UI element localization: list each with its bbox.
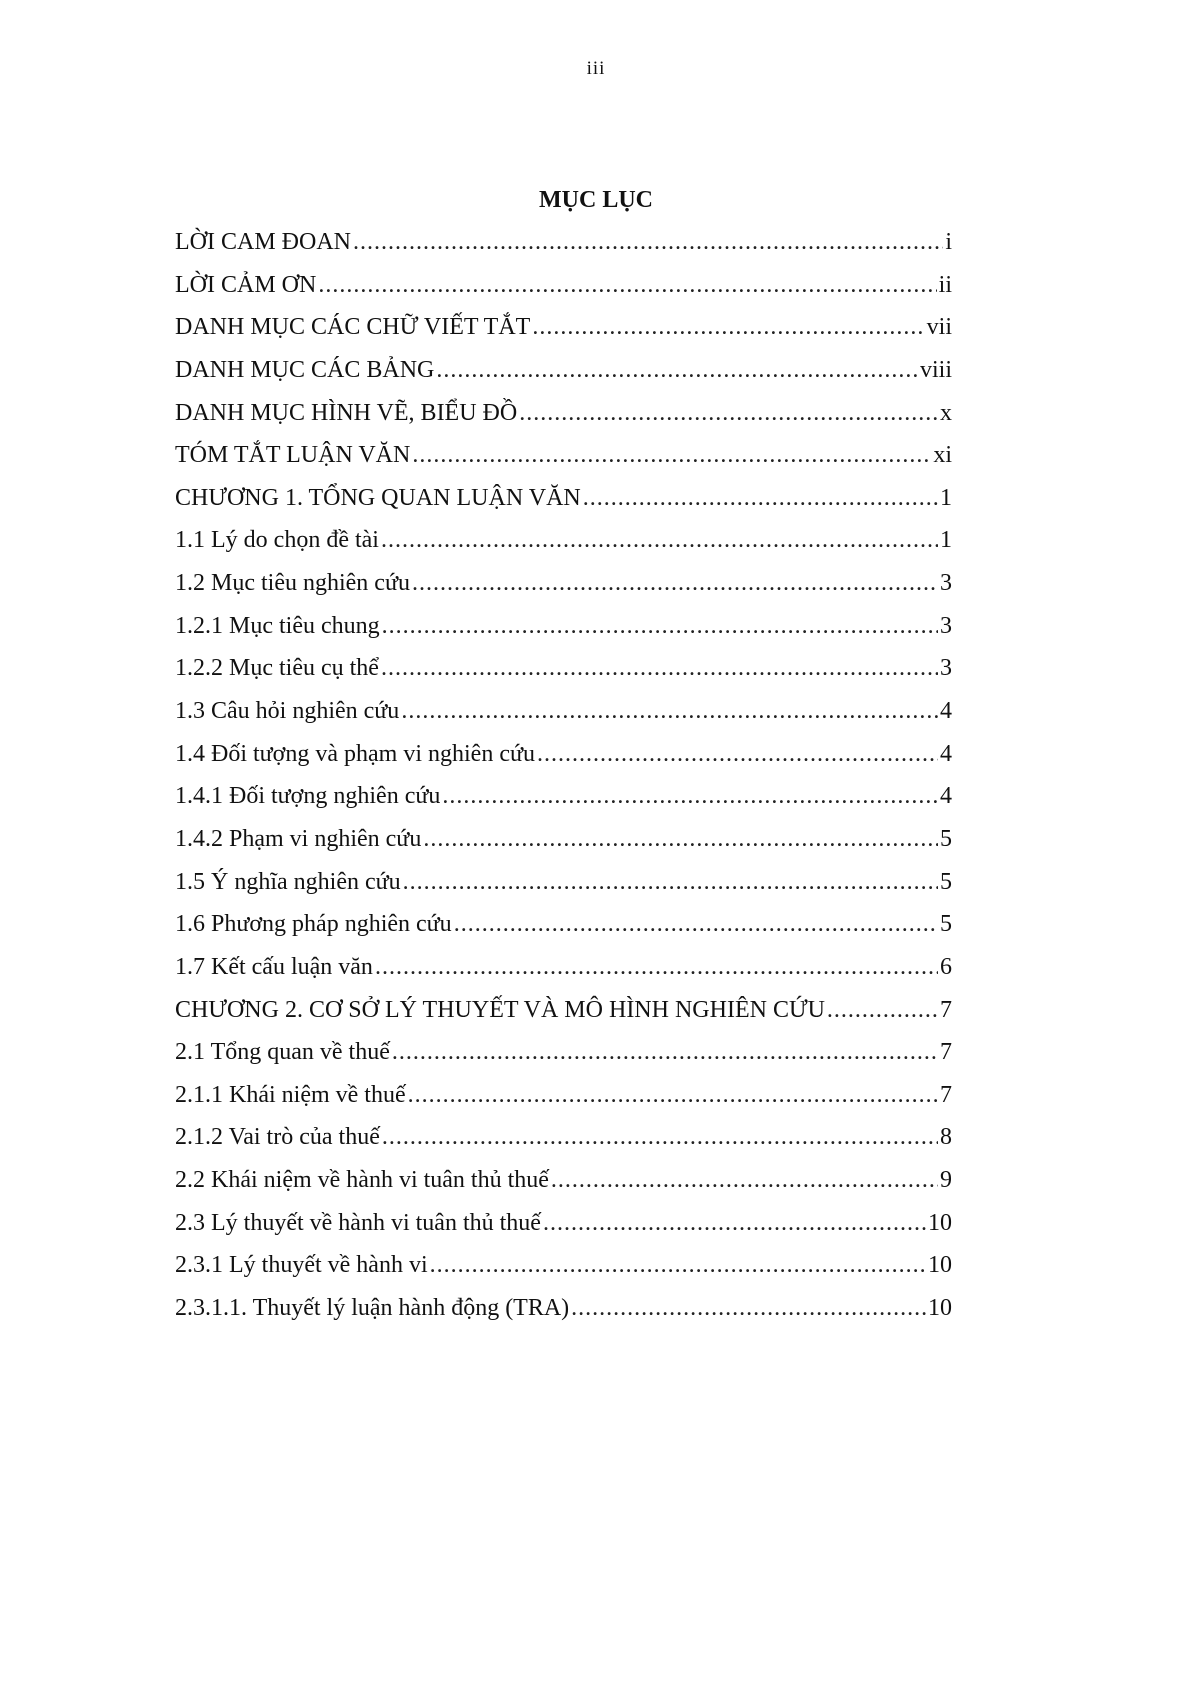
toc-entry (175, 567, 952, 610)
toc-leader-dots (318, 269, 936, 301)
toc-entry-page: 8 (940, 1124, 952, 1151)
toc-entry-page: 9 (940, 1167, 952, 1194)
toc-entry-page: 7 (940, 996, 952, 1023)
toc-entry-label: 2.1.1 Khái niệm về thuế (175, 1081, 406, 1108)
toc-entry (175, 652, 952, 695)
toc-entry-label: 1.1 Lý do chọn đề tài (175, 527, 379, 554)
toc-leader-dots (375, 951, 938, 983)
toc-entry-label: 2.3 Lý thuyết về hành vi tuân thủ thuế (175, 1209, 541, 1236)
toc-entry (175, 1079, 952, 1122)
toc-entry-label: LỜI CAM ĐOAN (175, 229, 351, 255)
toc-entry-page: vii (926, 314, 952, 341)
toc-entry-label: 2.1.2 Vai trò của thuế (175, 1124, 380, 1151)
toc-leader-dots (353, 226, 943, 258)
toc-entry (175, 1036, 952, 1079)
toc-entry-label: 1.6 Phương pháp nghiên cứu (175, 911, 452, 938)
toc-entry-label: DANH MỤC HÌNH VẼ, BIỂU ĐỒ (175, 399, 518, 426)
toc-entry (175, 354, 952, 397)
toc-entry-page: 1 (940, 484, 952, 511)
toc-entry-label: DANH MỤC CÁC CHỮ VIẾT TẮT (175, 314, 531, 341)
toc-entry (175, 908, 952, 951)
toc-leader-dots (408, 1079, 938, 1111)
toc-leader-dots (382, 1121, 938, 1153)
toc-entry-label: 1.2.2 Mục tiêu cụ thể (175, 655, 379, 682)
toc-entry-page: 5 (940, 868, 952, 895)
toc-entry-label: 2.3.1.1. Thuyết lý luận hành động (TRA) (175, 1295, 570, 1322)
toc-entry-label: 1.7 Kết cấu luận văn (175, 953, 373, 980)
toc-entry-label: 1.2.1 Mục tiêu chung (175, 612, 380, 639)
toc-entry-label: CHƯƠNG 2. CƠ SỞ LÝ THUYẾT VÀ MÔ HÌNH NGHIÊN CỨU (175, 996, 825, 1023)
toc-leader-dots (430, 1249, 926, 1281)
toc-entry (175, 866, 952, 909)
toc-leader-dots (551, 1164, 938, 1196)
toc-leader-dots (537, 738, 938, 770)
toc-entry (175, 439, 952, 482)
page-number: iii (586, 58, 606, 79)
toc-entry (175, 695, 952, 738)
toc-entry-label: 1.4.2 Phạm vi nghiên cứu (175, 825, 422, 852)
toc-leader-dots (583, 482, 938, 514)
toc-entry-page: 10 (928, 1252, 952, 1279)
toc-entry (175, 269, 952, 312)
toc-entry-label: TÓM TẮT LUẬN VĂN (175, 442, 411, 469)
toc-entry (175, 738, 952, 781)
toc-leader-dots (412, 567, 938, 599)
toc-entry (175, 1164, 952, 1207)
toc-entry-label: 1.2 Mục tiêu nghiên cứu (175, 570, 410, 597)
toc-leader-dots (442, 780, 938, 812)
toc-leader-dots (423, 823, 938, 855)
toc-leader-dots (827, 994, 938, 1026)
toc-entry-page: 3 (940, 570, 952, 597)
toc-entry-label: 1.3 Câu hỏi nghiên cứu (175, 698, 400, 725)
toc-entry-page: 3 (940, 655, 952, 682)
toc-entry-label: 1.4 Đối tượng và phạm vi nghiên cứu (175, 740, 535, 767)
toc-entry-page: ii (938, 271, 952, 298)
toc-entry-page: 3 (940, 612, 952, 639)
toc-entry-page: 10 (928, 1209, 952, 1236)
toc-entry-page: 4 (940, 740, 952, 767)
toc-leader-dots (532, 311, 924, 343)
toc-entry-label: 2.2 Khái niệm về hành vi tuân thủ thuế (175, 1167, 549, 1194)
toc-entry (175, 994, 952, 1037)
toc-entry (175, 1292, 952, 1335)
toc-entry-page: 5 (940, 825, 952, 852)
toc-entry-page: viii (919, 356, 952, 383)
toc-entry (175, 226, 952, 269)
toc-entry (175, 482, 952, 525)
toc-entry-label: 2.3.1 Lý thuyết về hành vi (175, 1252, 428, 1279)
toc-entry-page: 10 (928, 1295, 952, 1322)
toc-entry-page: 1 (940, 527, 952, 554)
toc-entry (175, 610, 952, 653)
toc-entry (175, 1121, 952, 1164)
toc-entry (175, 780, 952, 823)
toc-leader-dots (401, 695, 938, 727)
toc-entry-page: 7 (940, 1039, 952, 1066)
toc-entry (175, 524, 952, 567)
toc-leader-dots (382, 610, 938, 642)
toc-leader-dots (519, 397, 938, 429)
toc-entry (175, 397, 952, 440)
toc-leader-dots (454, 908, 938, 940)
toc-entry-page: i (945, 229, 952, 255)
toc-leader-dots (381, 524, 938, 556)
toc-entry-page: 6 (940, 953, 952, 980)
toc-leader-dots (571, 1292, 926, 1324)
toc-entry-page: x (940, 399, 952, 426)
toc-title: MỤC LỤC (539, 187, 653, 213)
toc-entry-page: 5 (940, 911, 952, 938)
toc-entry-label: LỜI CẢM ƠN (175, 271, 317, 298)
toc-entry-label: DANH MỤC CÁC BẢNG (175, 356, 435, 383)
toc-leader-dots (412, 439, 931, 471)
toc-entry (175, 1249, 952, 1292)
toc-leader-dots (403, 866, 938, 898)
toc-entry-page: 4 (940, 698, 952, 725)
toc-entry-label: 1.5 Ý nghĩa nghiên cứu (175, 868, 401, 895)
toc-entry-page: 7 (940, 1081, 952, 1108)
toc-entry (175, 1207, 952, 1250)
toc-entry (175, 823, 952, 866)
toc-leader-dots (543, 1207, 926, 1239)
toc-entry-page: 4 (940, 783, 952, 810)
toc-leader-dots (436, 354, 918, 386)
table-of-contents (175, 226, 952, 1335)
toc-entry-page: xi (933, 442, 952, 469)
toc-leader-dots (392, 1036, 938, 1068)
toc-entry (175, 311, 952, 354)
toc-entry (175, 951, 952, 994)
toc-entry-label: 2.1 Tổng quan về thuế (175, 1039, 390, 1066)
toc-entry-label: 1.4.1 Đối tượng nghiên cứu (175, 783, 441, 810)
toc-entry-label: CHƯƠNG 1. TỔNG QUAN LUẬN VĂN (175, 484, 581, 511)
toc-leader-dots (381, 652, 938, 684)
